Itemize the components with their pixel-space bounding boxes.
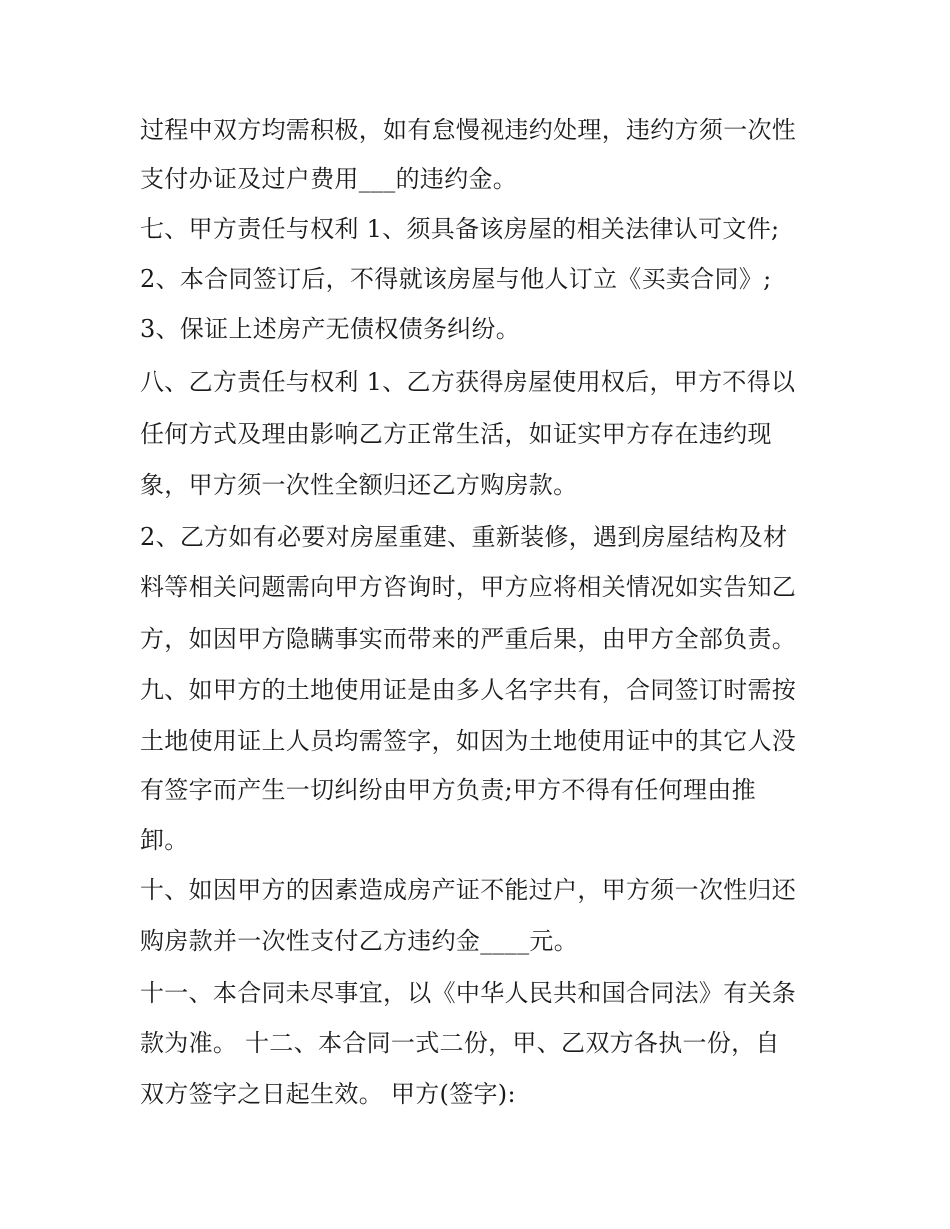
text-line-5: 3、保证上述房产无债权债务纠纷。 [140, 315, 521, 343]
text-line-17: 购房款并一次性支付乙方违约金____元。 [140, 927, 578, 955]
text-line-4: 2、本合同签订后，不得就该房屋与他人订立《买卖合同》; [140, 265, 772, 293]
text-line-3: 七、甲方责任与权利 1、须具备该房屋的相关法律认可文件; [140, 215, 780, 243]
text-line-2: 支付办证及过户费用___的违约金。 [140, 165, 518, 193]
text-line-18: 十一、本合同未尽事宜，以《中华人民共和国合同法》有关条 [140, 979, 797, 1007]
text-line-20: 双方签字之日起生效。 甲方(签字): [140, 1080, 516, 1108]
text-line-1: 过程中双方均需积极，如有怠慢视违约处理，违约方须一次性 [140, 116, 797, 144]
text-line-19: 款为准。 十二、本合同一式二份，甲、乙双方各执一份，自 [140, 1029, 780, 1057]
text-line-15: 卸。 [140, 826, 189, 854]
text-line-12: 九、如甲方的土地使用证是由多人名字共有，合同签订时需按 [140, 676, 797, 704]
text-line-8: 象，甲方须一次性全额归还乙方购房款。 [140, 471, 578, 499]
text-line-10: 料等相关问题需向甲方咨询时，甲方应将相关情况如实告知乙 [140, 573, 797, 601]
text-line-6: 八、乙方责任与权利 1、乙方获得房屋使用权后，甲方不得以 [140, 368, 796, 396]
text-line-7: 任何方式及理由影响乙方正常生活，如证实甲方存在违约现 [140, 420, 772, 448]
text-line-11: 方，如因甲方隐瞒事实而带来的严重后果，由甲方全部负责。 [140, 625, 797, 653]
text-line-9: 2、乙方如有必要对房屋重建、重新装修，遇到房屋结构及材 [140, 523, 788, 551]
text-line-16: 十、如因甲方的因素造成房产证不能过户，甲方须一次性归还 [140, 876, 797, 904]
text-line-13: 土地使用证上人员均需签字，如因为土地使用证中的其它人没 [140, 727, 797, 755]
text-line-14: 有签字而产生一切纠纷由甲方负责;甲方不得有任何理由推 [140, 776, 756, 804]
